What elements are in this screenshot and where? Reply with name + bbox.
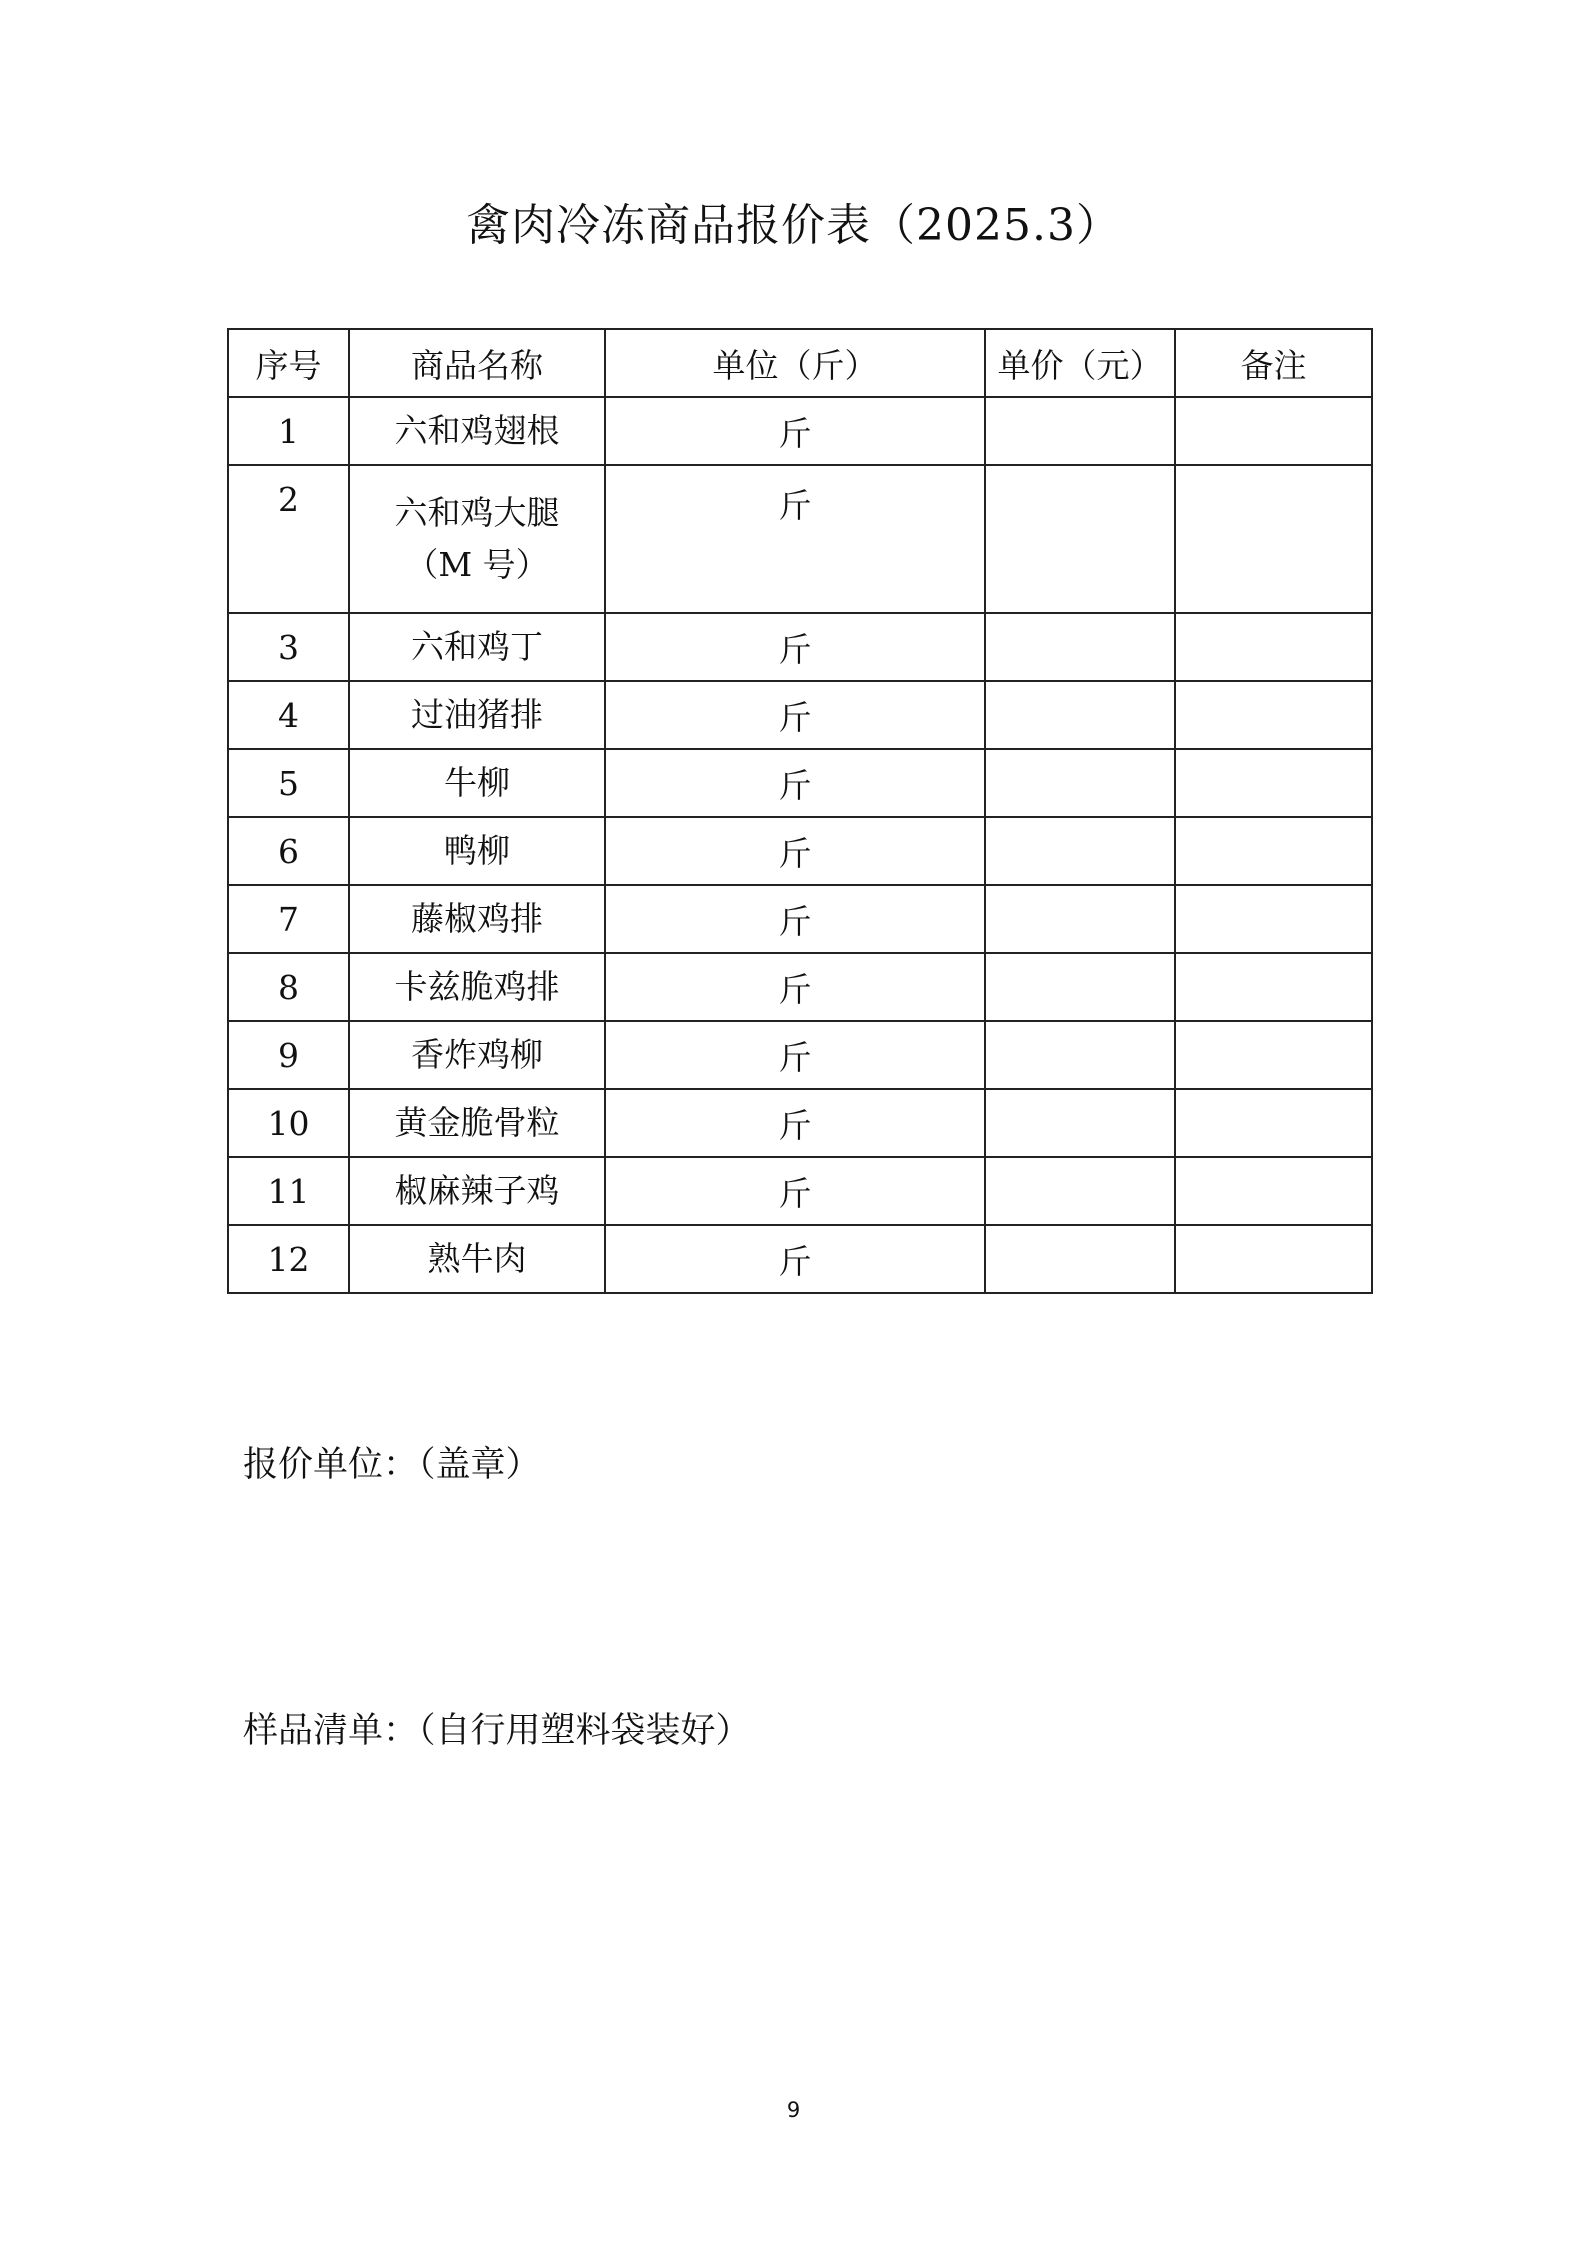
product-name: 六和鸡丁	[411, 627, 543, 666]
cell-no: 12	[228, 1225, 349, 1293]
cell-note	[1175, 885, 1372, 953]
table-row	[228, 885, 1372, 953]
cell-price	[985, 613, 1175, 681]
cell-name	[349, 953, 605, 1021]
cell-unit: 斤	[605, 749, 985, 817]
cell-no: 10	[228, 1089, 349, 1157]
cell-no: 11	[228, 1157, 349, 1225]
cell-name	[349, 465, 605, 613]
cell-no: 6	[228, 817, 349, 885]
product-name: 六和鸡翅根	[394, 411, 560, 450]
cell-unit: 斤	[605, 817, 985, 885]
cell-name	[349, 1157, 605, 1225]
cell-price	[985, 397, 1175, 465]
table-row	[228, 1021, 1372, 1089]
cell-note	[1175, 681, 1372, 749]
product-name: 熟牛肉	[427, 1239, 527, 1278]
cell-no: 9	[228, 1021, 349, 1089]
cell-no: 7	[228, 885, 349, 953]
header-no: 序号	[228, 329, 349, 397]
table-row	[228, 1225, 1372, 1293]
cell-name	[349, 681, 605, 749]
cell-unit: 斤	[605, 465, 985, 613]
page-number: 9	[786, 2098, 801, 2122]
cell-name	[349, 885, 605, 953]
cell-unit: 斤	[605, 397, 985, 465]
cell-price	[985, 749, 1175, 817]
cell-unit: 斤	[605, 1021, 985, 1089]
cell-note	[1175, 1089, 1372, 1157]
cell-no: 1	[228, 397, 349, 465]
cell-unit: 斤	[605, 1225, 985, 1293]
cell-unit: 斤	[605, 1157, 985, 1225]
product-name: 香炸鸡柳	[411, 1035, 543, 1074]
cell-unit: 斤	[605, 681, 985, 749]
cell-price	[985, 953, 1175, 1021]
table-row	[228, 465, 1372, 613]
cell-unit: 斤	[605, 613, 985, 681]
cell-price	[985, 1225, 1175, 1293]
product-name: 藤椒鸡排	[411, 899, 543, 938]
cell-name	[349, 749, 605, 817]
header-name: 商品名称	[349, 329, 605, 397]
cell-unit: 斤	[605, 953, 985, 1021]
table-row	[228, 397, 1372, 465]
table-row	[228, 613, 1372, 681]
table-row	[228, 1089, 1372, 1157]
cell-no: 2	[228, 465, 349, 613]
cell-name	[349, 613, 605, 681]
table-header-row	[228, 329, 1372, 397]
cell-price	[985, 817, 1175, 885]
cell-no: 4	[228, 681, 349, 749]
cell-unit: 斤	[605, 885, 985, 953]
table-row	[228, 681, 1372, 749]
cell-name	[349, 1021, 605, 1089]
product-name: 六和鸡大腿	[394, 493, 560, 532]
cell-no: 5	[228, 749, 349, 817]
cell-note	[1175, 1021, 1372, 1089]
cell-no: 3	[228, 613, 349, 681]
quote-table	[227, 328, 1373, 1294]
cell-name	[349, 397, 605, 465]
sample-list-label: 样品清单：（自行用塑料袋装好）	[243, 1711, 751, 1751]
product-name: 卡兹脆鸡排	[394, 967, 560, 1006]
page-title: 禽肉冷冻商品报价表（2025.3）	[466, 200, 1121, 251]
cell-note	[1175, 465, 1372, 613]
cell-name	[349, 817, 605, 885]
cell-note	[1175, 953, 1372, 1021]
cell-price	[985, 885, 1175, 953]
cell-note	[1175, 613, 1372, 681]
product-name: 牛柳	[444, 763, 510, 802]
product-name-line2: （M 号）	[405, 545, 549, 584]
product-name: 鸭柳	[444, 831, 510, 870]
table-row	[228, 817, 1372, 885]
header-note: 备注	[1175, 329, 1372, 397]
table-row	[228, 953, 1372, 1021]
product-name: 椒麻辣子鸡	[394, 1171, 560, 1210]
header-unit: 单位（斤）	[605, 329, 985, 397]
cell-name	[349, 1225, 605, 1293]
cell-note	[1175, 397, 1372, 465]
cell-price	[985, 465, 1175, 613]
cell-name	[349, 1089, 605, 1157]
table-row	[228, 749, 1372, 817]
cell-note	[1175, 749, 1372, 817]
cell-price	[985, 1157, 1175, 1225]
cell-note	[1175, 1157, 1372, 1225]
cell-note	[1175, 1225, 1372, 1293]
product-name: 过油猪排	[411, 695, 543, 734]
table-row	[228, 1157, 1372, 1225]
quote-unit-label: 报价单位：（盖章）	[243, 1445, 541, 1485]
cell-price	[985, 1021, 1175, 1089]
cell-price	[985, 681, 1175, 749]
cell-note	[1175, 817, 1372, 885]
cell-no: 8	[228, 953, 349, 1021]
cell-price	[985, 1089, 1175, 1157]
header-price: 单价（元）	[985, 329, 1175, 397]
product-name: 黄金脆骨粒	[394, 1103, 560, 1142]
cell-unit: 斤	[605, 1089, 985, 1157]
